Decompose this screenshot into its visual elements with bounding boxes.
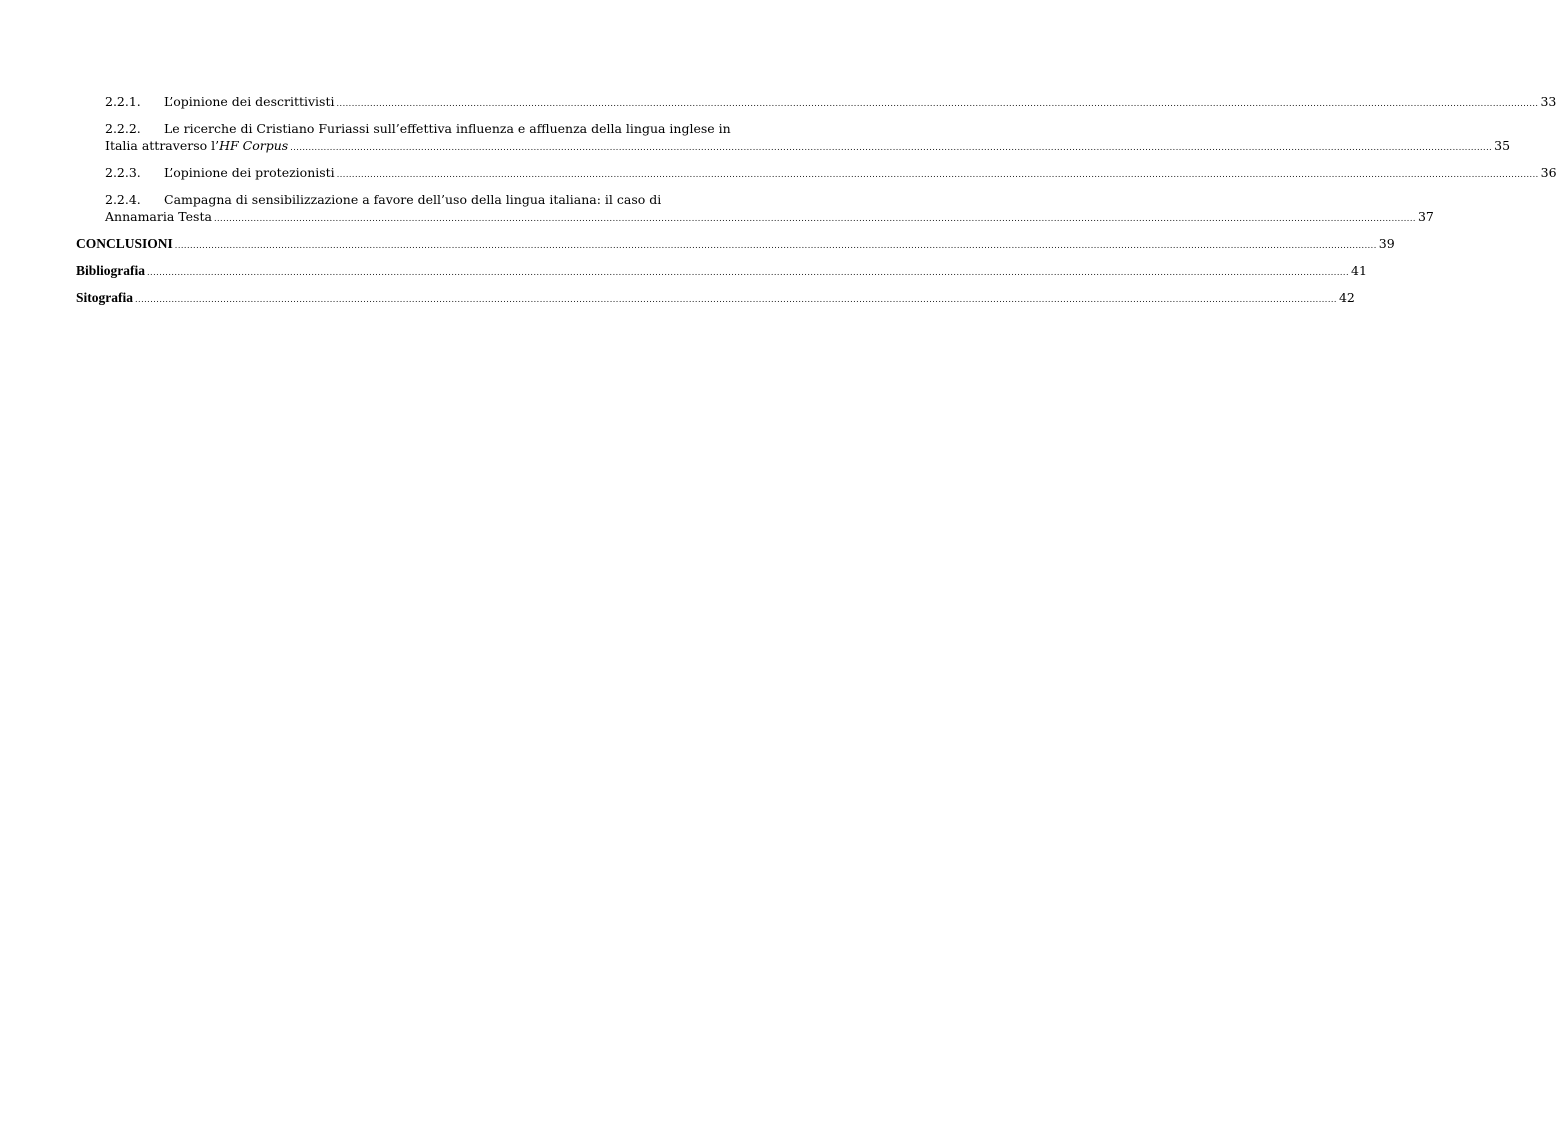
toc-dot-leader: ........................................................................................................................................................................................................................................................................................................................................................................................................... [336,99,1539,108]
toc-entry-page: 33 [1540,94,1557,109]
toc-dot-leader: ........................................................................................................................................................................................................................................................................................................................................................................................................... [135,295,1337,304]
toc-entry-page: 36 [1540,165,1557,180]
toc-entry-number: 2.2.1. [105,94,141,109]
toc-entry-2-2-1[interactable] [76,93,1557,112]
toc-entry-title: Le ricerche di Cristiano Furiassi sull’effettiva influenza e affluenza della lingua inglese in [164,121,731,136]
toc-entry-title: CONCLUSIONI [76,236,173,251]
toc-entry-number: 2.2.3. [105,165,141,180]
table-of-contents [76,93,1557,316]
toc-entry-page: 41 [1351,263,1367,278]
toc-entry-title-text: Italia attraverso l’ [105,138,220,153]
toc-dot-leader: ........................................................................................................................................................................................................................................................................................................................................................................................................... [174,241,1377,250]
toc-entry-page: 42 [1338,290,1355,305]
toc-entry-bibliografia[interactable] [76,262,1367,281]
toc-entry-2-2-2[interactable] [76,120,1511,156]
toc-entry-title: Campagna di sensibilizzazione a favore dell’uso della lingua italiana: il caso di [164,192,662,207]
toc-entry-title-italic: HF Corpus [219,138,289,153]
toc-entry-2-2-4[interactable] [76,191,1434,227]
toc-entry-page: 39 [1378,236,1395,251]
toc-entry-conclusioni[interactable] [76,235,1395,254]
toc-entry-title: L’opinione dei protezionisti [164,165,335,180]
toc-entry-title: Sitografia [76,290,133,305]
toc-entry-page: 35 [1494,138,1511,153]
toc-entry-number: 2.2.4. [105,192,141,207]
toc-entry-title-continued [105,137,288,154]
toc-entry-page: 37 [1417,209,1434,224]
toc-entry-sitografia[interactable] [76,289,1355,308]
toc-entry-title: Bibliografia [76,263,146,278]
toc-entry-2-2-3[interactable] [76,164,1557,183]
toc-dot-leader: ........................................................................................................................................................................................................................................................................................................................................................................................................... [147,268,1349,277]
toc-dot-leader: ........................................................................................................................................................................................................................................................................................................................................................................................................... [336,170,1539,179]
toc-dot-leader: ........................................................................................................................................................................................................................................................................................................................................................................................................... [213,214,1416,223]
toc-entry-title: L’opinione dei descrittivisti [164,94,335,109]
toc-entry-title-continued: Annamaria Testa [105,209,212,224]
toc-entry-number: 2.2.2. [105,121,141,136]
toc-dot-leader: ........................................................................................................................................................................................................................................................................................................................................................................................................... [290,143,1493,152]
